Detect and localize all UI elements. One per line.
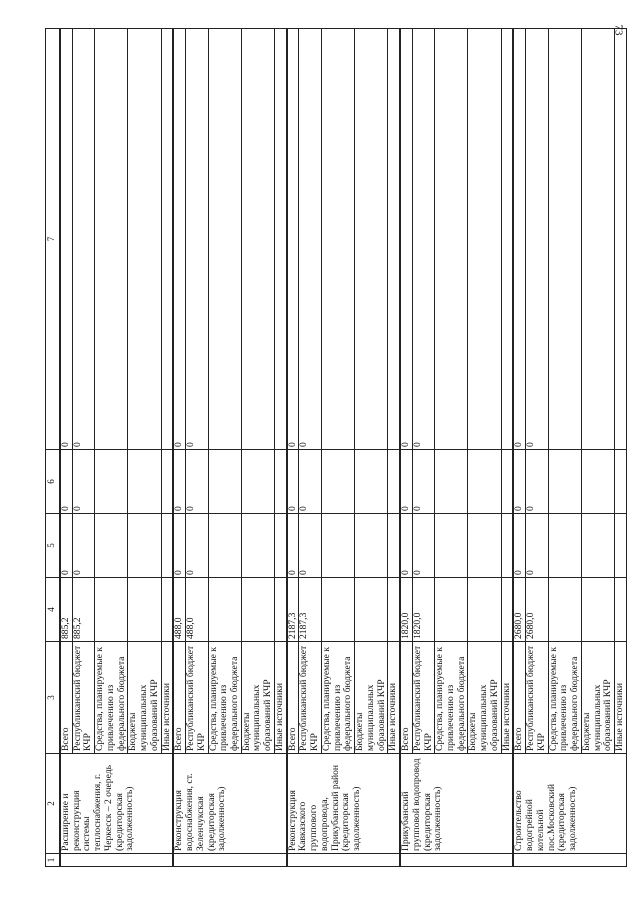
value-cell-v7: 0 [412,29,434,450]
value-cell-v4: 1820,0 [412,578,434,642]
value-cell-v5 [468,514,501,578]
value-cell-v6: 0 [72,450,94,514]
value-cell-v7 [241,29,274,450]
value-cell-v4 [241,578,274,642]
value-cell-v6 [241,450,274,514]
value-cell-v5 [274,514,286,578]
value-cell-v5: 0 [412,514,434,578]
value-cell-v6: 0 [186,450,208,514]
header-col-6: 6 [46,450,61,514]
measure-name-cell: Прикубанский групповой водопровод (кредиторская задолженность) [400,754,513,854]
value-cell-v5: 0 [72,514,94,578]
value-cell-v6: 0 [513,450,525,514]
value-cell-v7 [548,29,581,450]
row-index-cell [287,854,400,867]
value-cell-v5: 0 [299,514,321,578]
value-cell-v6 [501,450,513,514]
header-col-5: 5 [46,514,61,578]
table-row [614,29,626,867]
value-cell-v7 [161,29,173,450]
value-cell-v6 [95,450,128,514]
value-cell-v7 [614,29,626,450]
header-col-4: 4 [46,578,61,642]
table-row [72,29,94,867]
value-cell-v7: 0 [173,29,185,450]
funding-source-cell: Всего [287,642,299,754]
value-cell-v5 [501,514,513,578]
value-cell-v6 [208,450,241,514]
funding-table [45,28,627,867]
funding-source-cell: Всего [173,642,185,754]
value-cell-v4 [274,578,286,642]
table-row [321,29,354,867]
value-cell-v6: 0 [173,450,185,514]
value-cell-v7: 0 [186,29,208,450]
value-cell-v4 [161,578,173,642]
value-cell-v5: 0 [400,514,412,578]
value-cell-v6: 0 [400,450,412,514]
table-row [513,29,525,867]
value-cell-v4: 488,0 [186,578,208,642]
value-cell-v4 [355,578,388,642]
value-cell-v6 [548,450,581,514]
value-cell-v4 [388,578,400,642]
value-cell-v5 [355,514,388,578]
table-row [526,29,548,867]
value-cell-v7 [274,29,286,450]
table-row [274,29,286,867]
value-cell-v7: 0 [287,29,299,450]
value-cell-v6 [581,450,614,514]
value-cell-v6: 0 [299,450,321,514]
value-cell-v6 [614,450,626,514]
value-cell-v6 [435,450,468,514]
funding-source-cell: Всего [60,642,72,754]
table-row [208,29,241,867]
table-row [128,29,161,867]
funding-source-cell: Республиканский бюджет КЧР [412,642,434,754]
value-cell-v7 [388,29,400,450]
value-cell-v4: 2680,0 [526,578,548,642]
value-cell-v4: 885,2 [72,578,94,642]
header-col-3: 3 [46,642,61,754]
funding-source-cell: Средства, планируемые к привлечению из федерального бюджета [435,642,468,754]
value-cell-v4 [581,578,614,642]
value-cell-v5 [128,514,161,578]
funding-source-cell: Иные источники [161,642,173,754]
rotated-table-page [45,29,624,867]
funding-source-cell: Бюджеты муниципальных образований КЧР [581,642,614,754]
value-cell-v7: 0 [400,29,412,450]
funding-source-cell: Иные источники [501,642,513,754]
funding-source-cell: Всего [513,642,525,754]
value-cell-v7: 0 [72,29,94,450]
row-index-cell [60,854,173,867]
value-cell-v4 [501,578,513,642]
value-cell-v5 [614,514,626,578]
funding-source-cell: Республиканский бюджет КЧР [186,642,208,754]
value-cell-v4: 1820,0 [400,578,412,642]
value-cell-v5 [388,514,400,578]
value-cell-v5: 0 [60,514,72,578]
value-cell-v4 [321,578,354,642]
funding-source-cell: Средства, планируемые к привлечению из федерального бюджета [548,642,581,754]
value-cell-v7 [501,29,513,450]
table-row [355,29,388,867]
value-cell-v7: 0 [513,29,525,450]
table-row [400,29,412,867]
funding-source-cell: Всего [400,642,412,754]
funding-source-cell: Бюджеты муниципальных образований КЧР [468,642,501,754]
value-cell-v5: 0 [287,514,299,578]
value-cell-v6: 0 [412,450,434,514]
row-index-cell [173,854,286,867]
funding-source-cell: Бюджеты муниципальных образований КЧР [241,642,274,754]
value-cell-v5: 0 [526,514,548,578]
funding-source-cell: Средства, планируемые к привлечению из федерального бюджета [321,642,354,754]
row-index-cell [400,854,513,867]
value-cell-v5: 0 [513,514,525,578]
value-cell-v4: 2680,0 [513,578,525,642]
value-cell-v5 [241,514,274,578]
table-row [468,29,501,867]
value-cell-v7: 0 [526,29,548,450]
value-cell-v5 [321,514,354,578]
table-row [173,29,185,867]
value-cell-v7 [128,29,161,450]
funding-source-cell: Республиканский бюджет КЧР [72,642,94,754]
table-row [95,29,128,867]
value-cell-v4: 2187,3 [287,578,299,642]
header-col-1: 1 [46,854,61,867]
value-cell-v4 [95,578,128,642]
funding-source-cell: Средства, планируемые к привлечению из федерального бюджета [95,642,128,754]
value-cell-v5 [435,514,468,578]
value-cell-v7: 0 [299,29,321,450]
measure-name-cell: Реконструкция водоснабжения, ст. Зеленчукская (кредиторская задолженность) [173,754,286,854]
value-cell-v6: 0 [526,450,548,514]
value-cell-v4 [435,578,468,642]
value-cell-v5 [208,514,241,578]
funding-source-cell: Иные источники [274,642,286,754]
value-cell-v6 [321,450,354,514]
value-cell-v7 [468,29,501,450]
table-row [435,29,468,867]
table-row [161,29,173,867]
funding-source-cell: Средства, планируемые к привлечению из федерального бюджета [208,642,241,754]
table-row [501,29,513,867]
measure-name-cell: Реконструкция Кавказского группового водопровода, Прикубанский район (кредиторская задолженность) [287,754,400,854]
header-col-7: 7 [46,29,61,450]
header-col-2: 2 [46,754,61,854]
value-cell-v6: 0 [287,450,299,514]
funding-source-cell: Бюджеты муниципальных образований КЧР [128,642,161,754]
page-number: 73 [612,24,625,36]
value-cell-v4 [128,578,161,642]
value-cell-v4 [468,578,501,642]
table-row [548,29,581,867]
funding-source-cell: Иные источники [388,642,400,754]
value-cell-v7 [95,29,128,450]
funding-source-cell: Республиканский бюджет КЧР [299,642,321,754]
table-row [388,29,400,867]
value-cell-v6 [128,450,161,514]
funding-source-cell: Иные источники [614,642,626,754]
value-cell-v6 [468,450,501,514]
table-row [186,29,208,867]
value-cell-v7 [435,29,468,450]
value-cell-v4 [548,578,581,642]
value-cell-v4: 885,2 [60,578,72,642]
value-cell-v4: 2187,3 [299,578,321,642]
value-cell-v5 [581,514,614,578]
value-cell-v4 [208,578,241,642]
value-cell-v7: 0 [60,29,72,450]
funding-source-cell: Республиканский бюджет КЧР [526,642,548,754]
value-cell-v6 [274,450,286,514]
value-cell-v7 [581,29,614,450]
value-cell-v6: 0 [60,450,72,514]
table-row [287,29,299,867]
measure-name-cell: Расширение и реконструкция системы теплоснабжения, г. Черкесск – 2 очередь (кредиторская задолженность) [60,754,173,854]
table-row [412,29,434,867]
value-cell-v6 [355,450,388,514]
funding-source-cell: Бюджеты муниципальных образований КЧР [355,642,388,754]
value-cell-v5: 0 [173,514,185,578]
row-index-cell [513,854,626,867]
table-row [299,29,321,867]
value-cell-v4: 488,0 [173,578,185,642]
header-row [46,29,61,867]
table-row [581,29,614,867]
value-cell-v6 [161,450,173,514]
value-cell-v5 [548,514,581,578]
value-cell-v4 [614,578,626,642]
measure-name-cell: Строительство водогрейной котельной пос.Московский (кредиторская задолженность) [513,754,626,854]
value-cell-v7 [355,29,388,450]
value-cell-v7 [321,29,354,450]
value-cell-v5 [95,514,128,578]
table-row [60,29,72,867]
value-cell-v6 [388,450,400,514]
table-row [241,29,274,867]
value-cell-v5: 0 [186,514,208,578]
value-cell-v7 [208,29,241,450]
value-cell-v5 [161,514,173,578]
